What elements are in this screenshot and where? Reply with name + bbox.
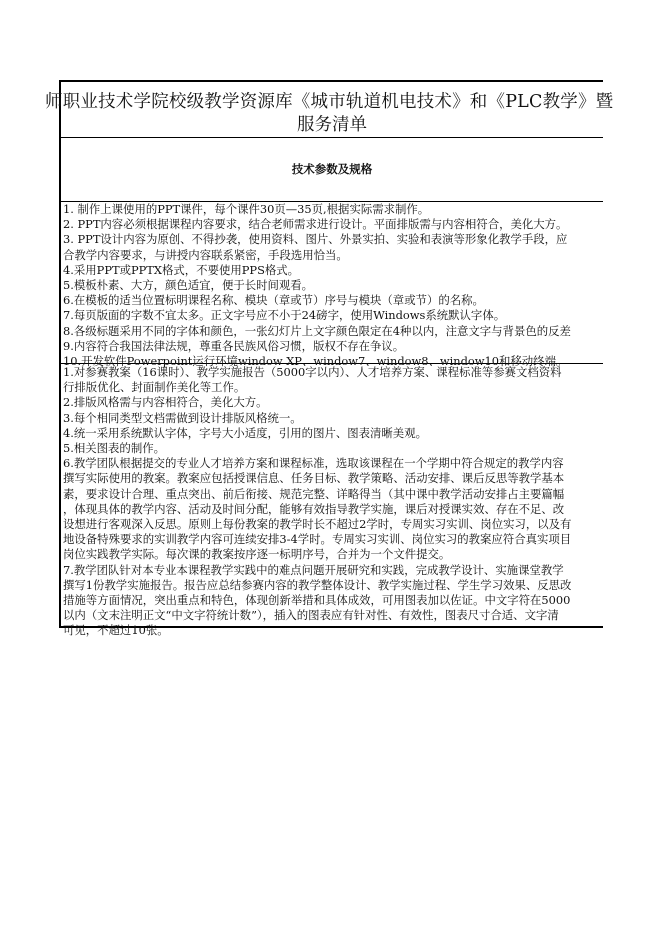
document-title: 师职业技术学院校级教学资源库《城市轨道机电技术》和《PLC教学》暨 xyxy=(45,92,614,112)
list-item: 3.每个相同类型文档需做到设计排版风格统一。 xyxy=(63,410,302,425)
spreadsheet-table xyxy=(45,80,614,638)
list-item: 7.每页版面的字数不宜太多。正文字号应不小于24磅字，使用Windows系统默认字体。 xyxy=(63,308,506,323)
list-item: 5.模板朴素、大方，颜色适宜，便于长时间观看。 xyxy=(63,278,314,293)
title-cell[interactable] xyxy=(45,82,614,138)
list-item: 撰写1份教学实施报告。报告应总结参赛内容的教学整体设计、教学实施过程、学生学习效果、反思改 xyxy=(63,577,572,592)
list-item: 3. PPT设计内容为原创、不得抄袭，使用资料、图片、外景实拍、实验和表演等形象化教学手段，应 xyxy=(63,232,568,247)
list-item: ，体现具体的教学内容、活动及时间分配，能够有效指导教学实施，课后对授课实效、存在不足、改 xyxy=(63,501,565,516)
column-header: 技术参数及规格 xyxy=(291,162,373,176)
list-item: 合教学内容要求，与讲授内容联系紧密，手段选用恰当。 xyxy=(63,247,348,262)
list-item: 10.开发软件Powerpoint运行环境window XP、window7、window8、window10和移动终端。 xyxy=(63,354,568,369)
ppt-requirements-cell[interactable] xyxy=(61,201,603,369)
document-subtitle: 服务清单 xyxy=(297,115,367,135)
list-item: 1. 制作上课使用的PPT课件，每个课件30页—35页,根据实际需求制作。 xyxy=(63,202,430,216)
list-item: 素，要求设计合理、重点突出、前后衔接、规范完整、详略得当（其中课中教学活动安排占主要篇幅 xyxy=(63,486,565,501)
list-item: 地设备特殊要求的实训教学内容可连续安排3-4学时。专周实习实训、岗位实习的教案应符合真实项目 xyxy=(63,532,572,547)
list-item: 2.排版风格需与内容相符合，美化大方。 xyxy=(63,395,268,410)
list-item: 4.统一采用系统默认字体，字号大小适度，引用的图片、图表清晰美观。 xyxy=(63,425,427,440)
document-requirements-cell[interactable] xyxy=(61,364,603,638)
list-item: 2. PPT内容必须根据课程内容要求，结合老师需求进行设计。平面排版需与内容相符合，美化大方。 xyxy=(63,217,568,232)
list-item: 5.相关图表的制作。 xyxy=(63,441,165,456)
list-item: 9.内容符合我国法律法规，尊重各民族风俗习惯，版权不存在争议。 xyxy=(63,338,405,353)
list-item: 4.采用PPT或PPTX格式，不要使用PPS格式。 xyxy=(63,262,300,277)
column-header-cell[interactable] xyxy=(61,137,603,202)
list-item: 措施等方面情况，突出重点和特色，体现创新举措和具体成效，可用图表加以佐证。中文字符在5000 xyxy=(63,593,571,608)
list-item: 以内（文末注明正文“中文字符统计数”），插入的图表应有针对性、有效性，图表尺寸合适、文字清 xyxy=(63,608,559,623)
list-item: 岗位实践教学实际。每次课的教案按序逐一标明序号，合并为一个文件提交。 xyxy=(63,547,451,562)
list-item: 行排版优化、封面制作美化等工作。 xyxy=(63,380,246,395)
list-item: 8.各级标题采用不同的字体和颜色，一张幻灯片上文字颜色限定在4种以内，注意文字与背景色的反差 xyxy=(63,323,571,338)
list-item: 6.在模板的适当位置标明课程名称、模块（章或节）序号与模块（章或节）的名称。 xyxy=(63,293,484,308)
list-item: 7.教学团队针对本专业本课程教学实践中的难点问题开展研究和实践，完成教学设计、实施课堂教学 xyxy=(63,562,564,577)
list-item: 可见，不超过10张。 xyxy=(63,623,169,638)
list-item: 撰写实际使用的教案。教案应包括授课信息、任务目标、教学策略、活动安排、课后反思等教学基本 xyxy=(63,471,565,486)
list-item: 1.对参赛教案（16课时）、教学实施报告（5000字以内）、人才培养方案、课程标准等参赛文档资料 xyxy=(63,365,562,379)
list-item: 6.教学团队根据提交的专业人才培养方案和课程标准，选取该课程在一个学期中符合规定的教学内容 xyxy=(63,456,564,471)
list-item: 设想进行客观深入反思。原则上每份教案的教学时长不超过2学时，专周实习实训、岗位实习，以及有 xyxy=(63,517,572,532)
